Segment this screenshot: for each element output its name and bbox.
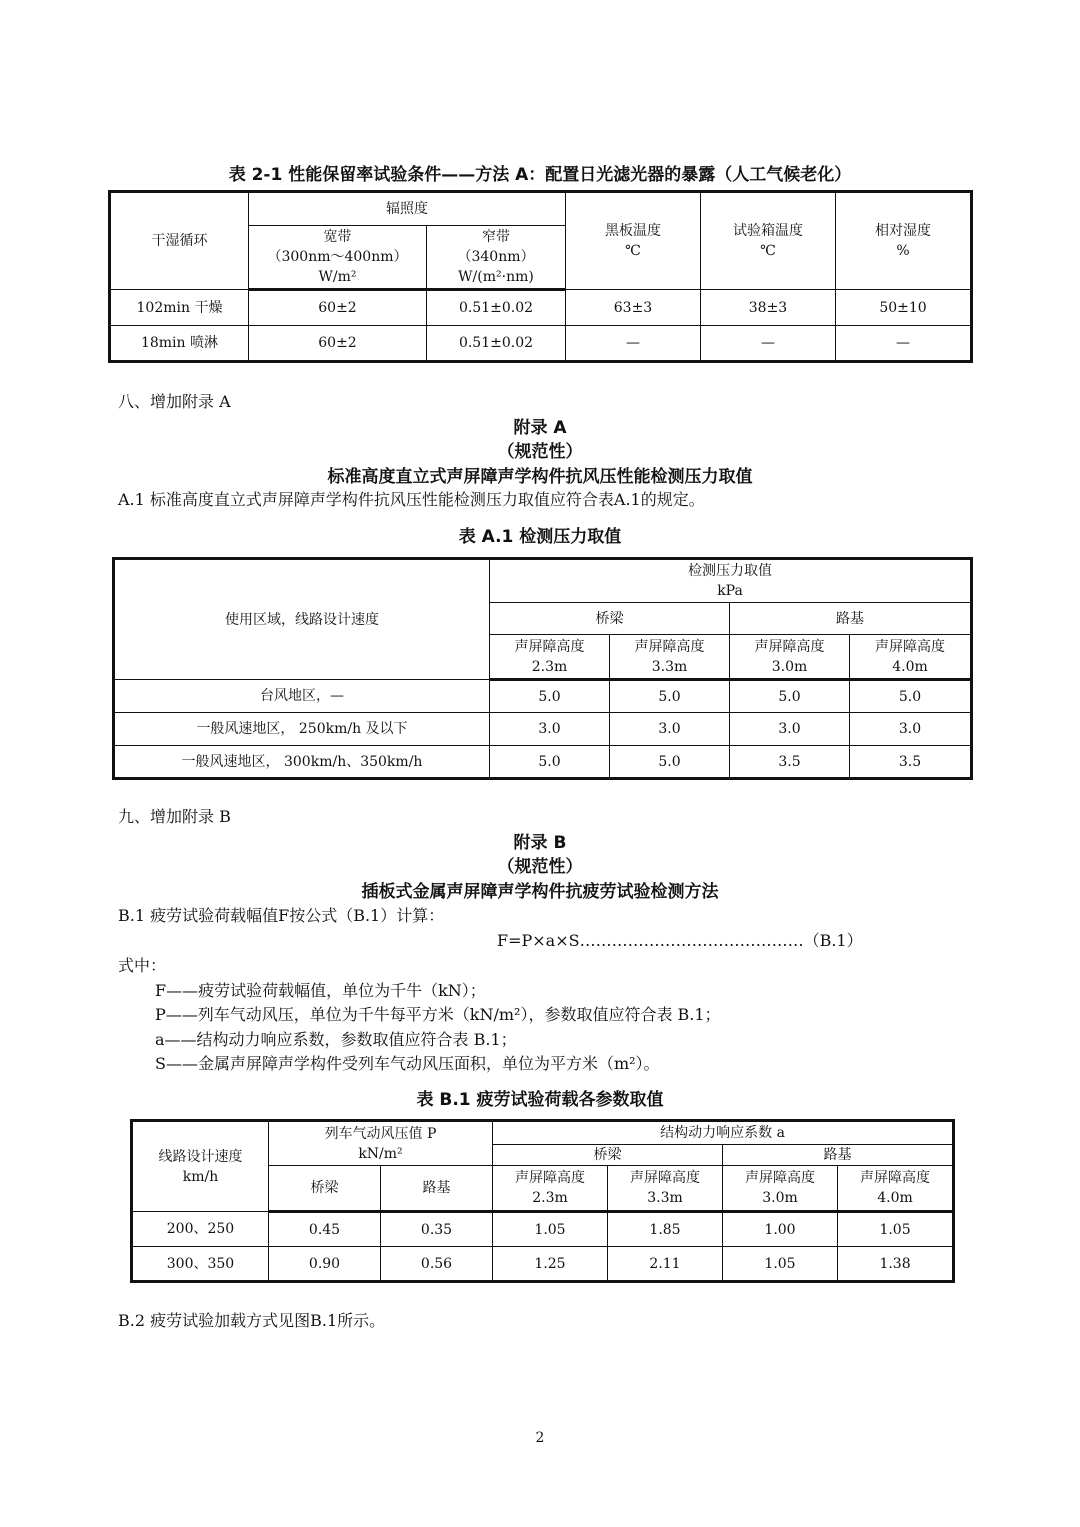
table-b1 (130, 1119, 955, 1283)
header-black-panel-temp: 黑板温度 ℃ (566, 192, 701, 290)
table-row: 一般风速地区， 300km/h、350km/h 5.0 5.0 3.5 3.5 (114, 746, 972, 779)
appendix-a-normative: （规范性） (497, 442, 583, 462)
header-barrier-4-0: 声屏障高度 4.0m (850, 635, 972, 680)
table-row: 200、250 0.45 0.35 1.05 1.85 1.00 1.05 (132, 1212, 954, 1247)
appendix-b-normative: （规范性） (497, 857, 583, 877)
clause-a1: A.1 标准高度直立式声屏障声学构件抗风压性能检测压力取值应符合表A.1的规定。 (118, 490, 705, 509)
clause-b2: B.2 疲劳试验加载方式见图B.1所示。 (118, 1311, 386, 1330)
header-barrier-4-0: 声屏障高度 4.0m (838, 1166, 954, 1212)
header-bridge: 桥梁 (493, 1145, 723, 1166)
header-barrier-3-0: 声屏障高度 3.0m (730, 635, 850, 680)
table-row: 一般风速地区， 250km/h 及以下 3.0 3.0 3.0 3.0 (114, 713, 972, 746)
header-relative-humidity: 相对湿度 % (836, 192, 972, 290)
header-cycle: 干湿循环 (110, 192, 249, 290)
header-area-speed: 使用区域，线路设计速度 (114, 559, 490, 680)
header-bridge: 桥梁 (490, 603, 730, 635)
header-barrier-2-3: 声屏障高度 2.3m (493, 1166, 608, 1212)
header-chamber-temp: 试验箱温度 ℃ (701, 192, 836, 290)
table-a1-caption: 表 A.1 检测压力取值 (458, 527, 622, 547)
table-2-1 (108, 190, 973, 363)
header-barrier-2-3: 声屏障高度 2.3m (490, 635, 610, 680)
header-narrowband: 窄带 （340nm） W/(m²·nm) (427, 226, 566, 290)
header-irradiance: 辐照度 (249, 192, 566, 226)
table-row: 300、350 0.90 0.56 1.25 2.11 1.05 1.38 (132, 1247, 954, 1282)
section-9-title: 九、增加附录 B (118, 807, 231, 826)
header-p-subgrade: 路基 (381, 1166, 493, 1212)
header-subgrade: 路基 (730, 603, 972, 635)
table-row: 102min 干燥 60±2 0.51±0.02 63±3 38±3 50±10 (110, 290, 972, 326)
header-barrier-3-3: 声屏障高度 3.3m (610, 635, 730, 680)
table-2-1-caption: 表 2-1 性能保留率试验条件——方法 A：配置日光滤光器的暴露（人工气候老化） (228, 165, 852, 185)
appendix-a-title: 标准高度直立式声屏障声学构件抗风压性能检测压力取值 (327, 467, 753, 487)
header-barrier-3-3: 声屏障高度 3.3m (608, 1166, 723, 1212)
table-b1-caption: 表 B.1 疲劳试验荷载各参数取值 (416, 1090, 664, 1110)
appendix-a-label: 附录 A (513, 418, 567, 438)
definition-s: S——金属声屏障声学构件受列车气动风压面积，单位为平方米（m²）。 (155, 1054, 660, 1073)
formula-b1: F=P×a×S……………………………………（B.1） (497, 931, 863, 950)
header-test-pressure: 检测压力取值 kPa (490, 559, 972, 603)
section-8-title: 八、增加附录 A (118, 392, 231, 411)
page-number: 2 (535, 1430, 545, 1446)
header-aero-pressure: 列车气动风压值 P kN/m² (269, 1121, 493, 1166)
clause-b1: B.1 疲劳试验荷载幅值F按公式（B.1）计算： (118, 906, 445, 925)
table-row: 18min 喷淋 60±2 0.51±0.02 — — — (110, 326, 972, 362)
table-a1 (112, 557, 973, 780)
header-dynamic-coefficient: 结构动力响应系数 a (493, 1121, 954, 1145)
definition-f: F——疲劳试验荷载幅值，单位为千牛（kN）； (155, 981, 486, 1000)
appendix-b-title: 插板式金属声屏障声学构件抗疲劳试验检测方法 (361, 882, 719, 902)
header-barrier-3-0: 声屏障高度 3.0m (723, 1166, 838, 1212)
header-subgrade: 路基 (723, 1145, 954, 1166)
table-row: 台风地区，— 5.0 5.0 5.0 5.0 (114, 680, 972, 713)
definition-a: a——结构动力响应系数，参数取值应符合表 B.1； (155, 1030, 517, 1049)
header-wideband: 宽带 （300nm～400nm） W/m² (249, 226, 427, 290)
definition-p: P——列车气动风压，单位为千牛每平方米（kN/m²），参数取值应符合表 B.1； (155, 1005, 721, 1024)
appendix-b-label: 附录 B (513, 833, 567, 853)
header-p-bridge: 桥梁 (269, 1166, 381, 1212)
header-design-speed: 线路设计速度 km/h (132, 1121, 269, 1212)
where-label: 式中： (118, 956, 167, 975)
